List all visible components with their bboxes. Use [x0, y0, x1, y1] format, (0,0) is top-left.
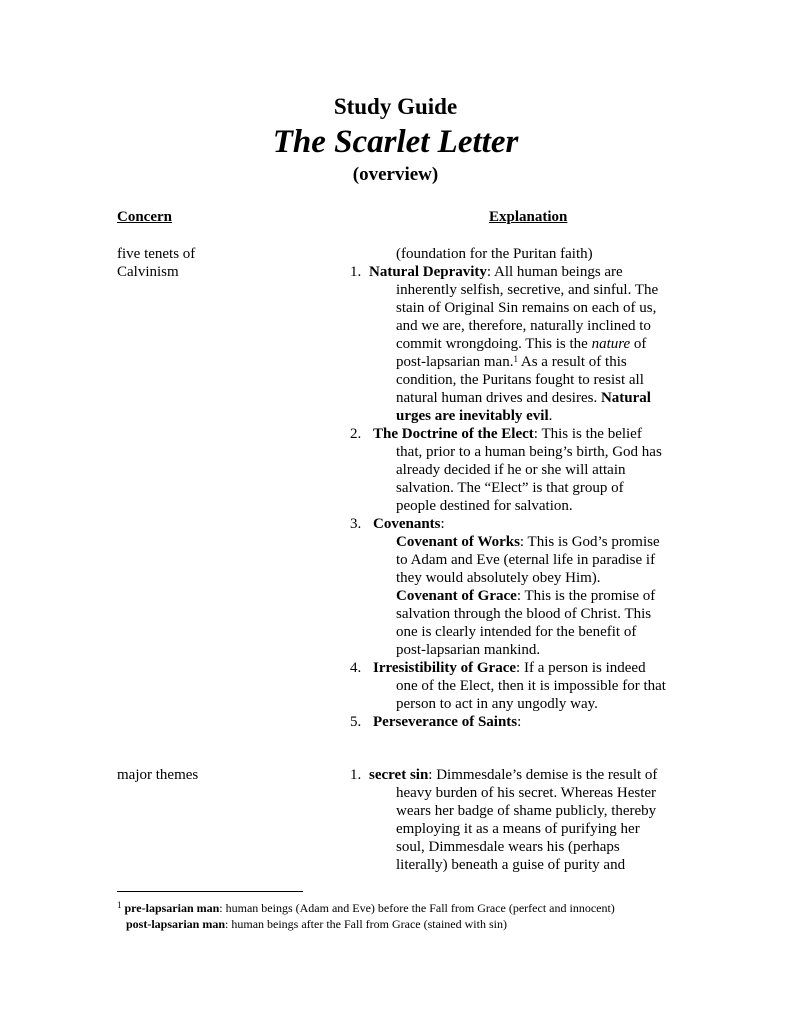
- list-item-line: post-lapsarian mankind.: [396, 642, 541, 658]
- list-item-first-line: Natural Depravity: All human beings are: [369, 264, 623, 280]
- list-item-line: people destined for salvation.: [396, 498, 573, 514]
- list-item-line: inherently selfish, secretive, and sinful. The: [396, 282, 659, 298]
- list-number: 2.: [350, 426, 362, 442]
- list-item-first-line: Irresistibility of Grace: If a person is indeed: [373, 660, 646, 676]
- list-item-line: soul, Dimmesdale wears his (perhaps: [396, 839, 620, 855]
- concern-label: five tenets of: [117, 246, 196, 262]
- footnote-term: pre-lapsarian man: [124, 901, 220, 915]
- list-item-line: post-lapsarian man.$^1$ As a result of this: [396, 354, 627, 370]
- list-number: 5.: [350, 714, 362, 730]
- list-item-first-line: Perseverance of Saints:: [373, 714, 522, 730]
- list-item-first-line: The Doctrine of the Elect: This is the belief: [373, 426, 642, 442]
- list-item-first-line: secret sin: Dimmesdale’s demise is the result of: [369, 767, 658, 783]
- list-item-line: person to act in any ungodly way.: [396, 696, 598, 712]
- column-header-explanation: Explanation: [489, 209, 568, 225]
- footnote-line: $^1$ pre-lapsarian man: human beings (Adam and Eve) before the Fall from Grace (perfect and innocent): [117, 900, 615, 915]
- footnote-mark: 1: [117, 900, 122, 910]
- list-item-line: wears her badge of shame publicly, thereby: [396, 803, 657, 819]
- section-intro: (foundation for the Puritan faith): [396, 246, 593, 262]
- term: Natural Depravity: [369, 264, 487, 280]
- list-item-first-line: Covenants:: [373, 516, 445, 532]
- list-item-line: urges are inevitably evil.: [396, 408, 553, 424]
- list-item-line: salvation. The “Elect” is that group of: [396, 480, 624, 496]
- term: Perseverance of Saints: [373, 714, 518, 730]
- list-item-line: condition, the Puritans fought to resist all: [396, 372, 644, 388]
- list-item-line: one is clearly intended for the benefit of: [396, 624, 637, 640]
- term: Irresistibility of Grace: [373, 660, 517, 676]
- list-item-line: Covenant of Grace: This is the promise of: [396, 588, 656, 604]
- list-item-line: heavy burden of his secret. Whereas Hester: [396, 785, 657, 801]
- term: The Doctrine of the Elect: [373, 426, 534, 442]
- list-item-line: employing it as a means of purifying her: [396, 821, 640, 837]
- list-item-line: salvation through the blood of Christ. This: [396, 606, 652, 622]
- list-item-line: to Adam and Eve (eternal life in paradise if: [396, 552, 656, 568]
- column-header-concern: Concern: [117, 209, 172, 225]
- doc-subtitle: (overview): [352, 164, 439, 185]
- italic-word: nature: [591, 336, 631, 352]
- concern-label: major themes: [117, 767, 199, 783]
- term: Covenant of Grace: [396, 588, 517, 604]
- concern-label: Calvinism: [117, 264, 179, 280]
- list-item-line: and we are, therefore, naturally inclined to: [396, 318, 651, 334]
- term: Covenant of Works: [396, 534, 520, 550]
- list-item-line: natural human drives and desires. Natural: [396, 390, 651, 406]
- list-item-line: commit wrongdoing. This is the nature of: [396, 336, 647, 352]
- doc-title-study-guide: Study Guide: [333, 94, 458, 119]
- list-number: 3.: [350, 516, 362, 532]
- list-item-line: that, prior to a human being’s birth, God has: [396, 444, 662, 460]
- footnote-separator: [117, 891, 303, 892]
- term: Covenants: [373, 516, 441, 532]
- list-item-line: they would absolutely obey Him).: [396, 570, 601, 586]
- list-number: 1.: [350, 767, 362, 783]
- list-item-line: one of the Elect, then it is impossible for that: [396, 678, 666, 694]
- term: secret sin: [369, 767, 429, 783]
- list-number: 4.: [350, 660, 362, 676]
- footnote-term: post-lapsarian man: [126, 917, 226, 931]
- list-number: 1.: [350, 264, 362, 280]
- list-item-line: already decided if he or she will attain: [396, 462, 626, 478]
- doc-title-book: The Scarlet Letter: [272, 124, 519, 160]
- footnote-reference[interactable]: 1: [513, 354, 518, 364]
- list-item-line: literally) beneath a guise of purity and: [396, 857, 626, 873]
- list-item-line: Covenant of Works: This is God’s promise: [396, 534, 660, 550]
- list-item-line: stain of Original Sin remains on each of us,: [396, 300, 657, 316]
- footnote-line: post-lapsarian man: human beings after the Fall from Grace (stained with sin): [126, 917, 507, 931]
